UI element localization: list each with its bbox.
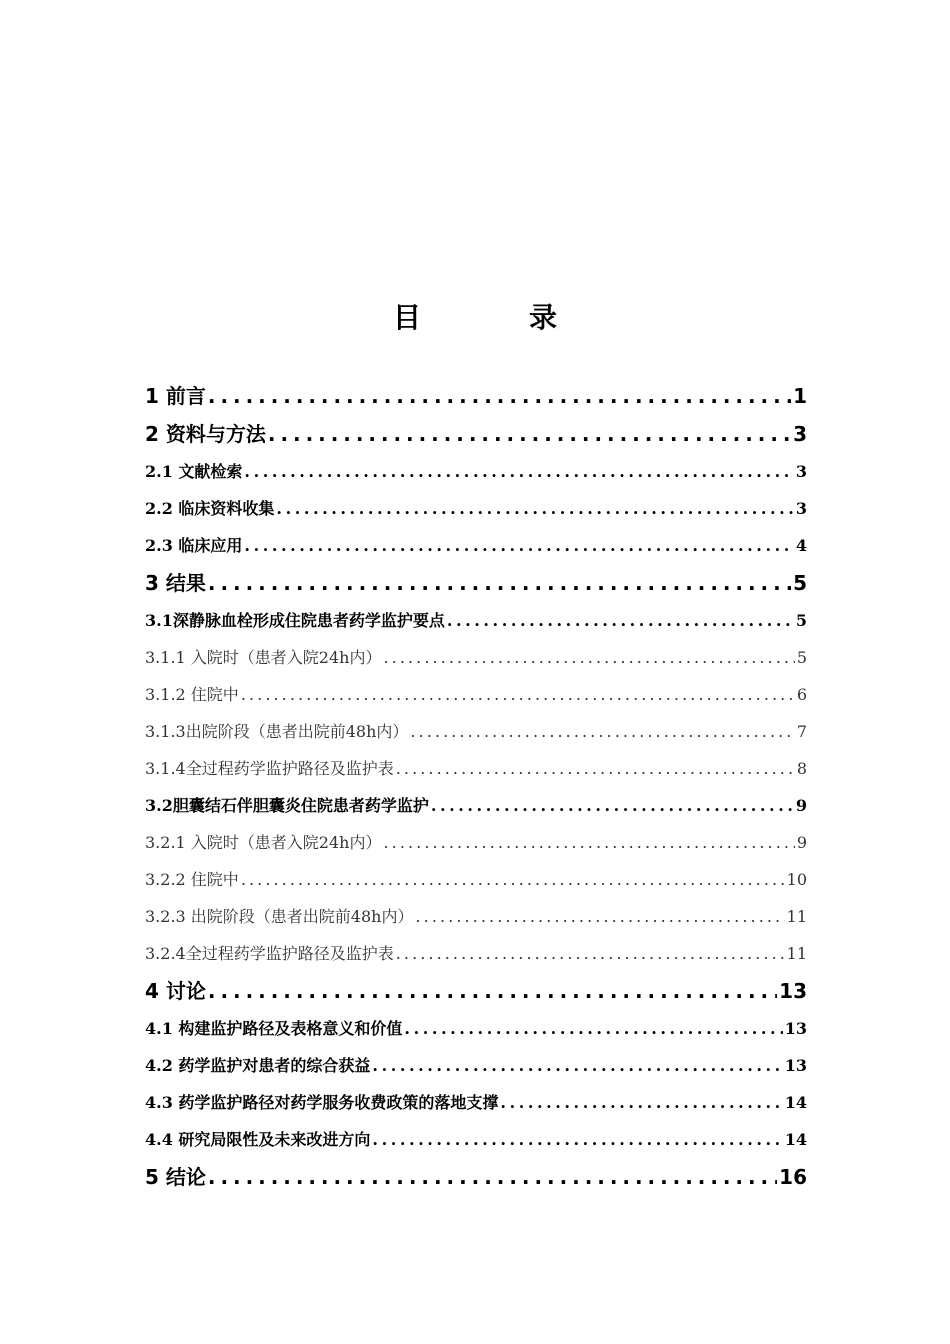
toc-entry-page: 8	[796, 759, 807, 778]
toc-entry-label: 3.2.4全过程药学监护路径及监护表	[145, 944, 394, 963]
toc-entry-page: 16	[779, 1165, 807, 1189]
toc-entry[interactable]	[145, 972, 807, 1010]
toc-entry-label: 4.2 药学监护对患者的综合获益	[145, 1056, 371, 1075]
toc-entry-label: 2 资料与方法	[145, 422, 266, 446]
toc-leader-dots	[431, 787, 794, 824]
toc-entry-page: 14	[784, 1093, 807, 1112]
toc-leader-dots	[404, 1010, 782, 1047]
toc-entry[interactable]	[145, 453, 807, 490]
toc-entry-page: 5	[795, 611, 807, 630]
toc-entry-page: 10	[786, 870, 807, 889]
toc-entry[interactable]	[145, 564, 807, 602]
toc-entry-page: 13	[784, 1056, 807, 1075]
toc-leader-dots	[396, 750, 795, 787]
toc-entry-label: 2.2 临床资料收集	[145, 499, 275, 518]
toc-entry-page: 5	[796, 648, 807, 667]
toc-entry[interactable]	[145, 935, 807, 972]
toc-entry-label: 2.1 文献检索	[145, 462, 243, 481]
toc-entry[interactable]	[145, 527, 807, 564]
table-of-contents	[145, 377, 807, 1196]
toc-entry[interactable]	[145, 639, 807, 676]
toc-entry-label: 3.2胆囊结石伴胆囊炎住院患者药学监护	[145, 796, 429, 815]
toc-entry[interactable]	[145, 1084, 807, 1121]
toc-entry[interactable]	[145, 861, 807, 898]
toc-entry-label: 4.4 研究局限性及未来改进方向	[145, 1130, 371, 1149]
toc-entry-page: 3	[793, 422, 807, 446]
toc-entry-page: 7	[796, 722, 807, 741]
toc-entry-label: 3.1.1 入院时（患者入院24h内）	[145, 648, 382, 667]
toc-entry-label: 3.1.2 住院中	[145, 685, 239, 704]
toc-entry[interactable]	[145, 415, 807, 453]
toc-entry[interactable]	[145, 1121, 807, 1158]
toc-entry-label: 3.1深静脉血栓形成住院患者药学监护要点	[145, 611, 445, 630]
toc-entry-page: 13	[784, 1019, 807, 1038]
toc-entry-label: 4 讨论	[145, 979, 206, 1003]
toc-entry-page: 11	[786, 907, 807, 926]
toc-entry[interactable]	[145, 1010, 807, 1047]
toc-entry-label: 5 结论	[145, 1165, 206, 1189]
toc-entry-label: 3.2.2 住院中	[145, 870, 239, 889]
toc-entry[interactable]	[145, 750, 807, 787]
toc-entry[interactable]	[145, 713, 807, 750]
toc-entry-label: 3.1.4全过程药学监护路径及监护表	[145, 759, 394, 778]
toc-leader-dots	[244, 453, 793, 490]
toc-entry-page: 3	[795, 499, 807, 518]
toc-entry[interactable]	[145, 490, 807, 527]
toc-entry[interactable]	[145, 787, 807, 824]
toc-entry[interactable]	[145, 824, 807, 861]
toc-entry-page: 11	[786, 944, 807, 963]
toc-entry-page: 1	[793, 384, 807, 408]
toc-entry-label: 3.2.3 出院阶段（患者出院前48h内）	[145, 907, 414, 926]
toc-entry-page: 14	[784, 1130, 807, 1149]
page-title: 目 录	[392, 301, 597, 334]
toc-entry[interactable]	[145, 676, 807, 713]
toc-leader-dots	[372, 1121, 782, 1158]
toc-entry-label: 3 结果	[145, 571, 206, 595]
toc-leader-dots	[383, 639, 794, 676]
toc-leader-dots	[208, 564, 791, 602]
toc-leader-dots	[244, 527, 793, 564]
toc-entry-label: 3.2.1 入院时（患者入院24h内）	[145, 833, 382, 852]
toc-leader-dots	[208, 377, 791, 415]
toc-entry-page: 5	[793, 571, 807, 595]
toc-entry[interactable]	[145, 1047, 807, 1084]
toc-entry-page: 6	[796, 685, 807, 704]
toc-entry-label: 4.3 药学监护路径对药学服务收费政策的落地支撑	[145, 1093, 499, 1112]
toc-entry[interactable]	[145, 1158, 807, 1196]
toc-leader-dots	[372, 1047, 782, 1084]
toc-entry-label: 1 前言	[145, 384, 206, 408]
toc-entry-page: 9	[795, 796, 807, 815]
toc-leader-dots	[276, 490, 793, 527]
toc-entry-page: 9	[796, 833, 807, 852]
toc-entry-label: 3.1.3出院阶段（患者出院前48h内）	[145, 722, 409, 741]
toc-leader-dots	[415, 898, 784, 935]
toc-entry[interactable]	[145, 898, 807, 935]
toc-leader-dots	[410, 713, 794, 750]
toc-entry[interactable]	[145, 602, 807, 639]
toc-leader-dots	[208, 1158, 777, 1196]
toc-leader-dots	[447, 602, 794, 639]
toc-leader-dots	[396, 935, 785, 972]
toc-entry-page: 4	[795, 536, 807, 555]
toc-entry-label: 4.1 构建监护路径及表格意义和价值	[145, 1019, 403, 1038]
toc-entry-label: 2.3 临床应用	[145, 536, 243, 555]
toc-leader-dots	[383, 824, 794, 861]
toc-entry[interactable]	[145, 377, 807, 415]
toc-leader-dots	[268, 415, 791, 453]
toc-leader-dots	[241, 676, 795, 713]
toc-leader-dots	[241, 861, 785, 898]
toc-leader-dots	[208, 972, 777, 1010]
toc-entry-page: 13	[779, 979, 807, 1003]
toc-entry-page: 3	[795, 462, 807, 481]
toc-leader-dots	[500, 1084, 782, 1121]
